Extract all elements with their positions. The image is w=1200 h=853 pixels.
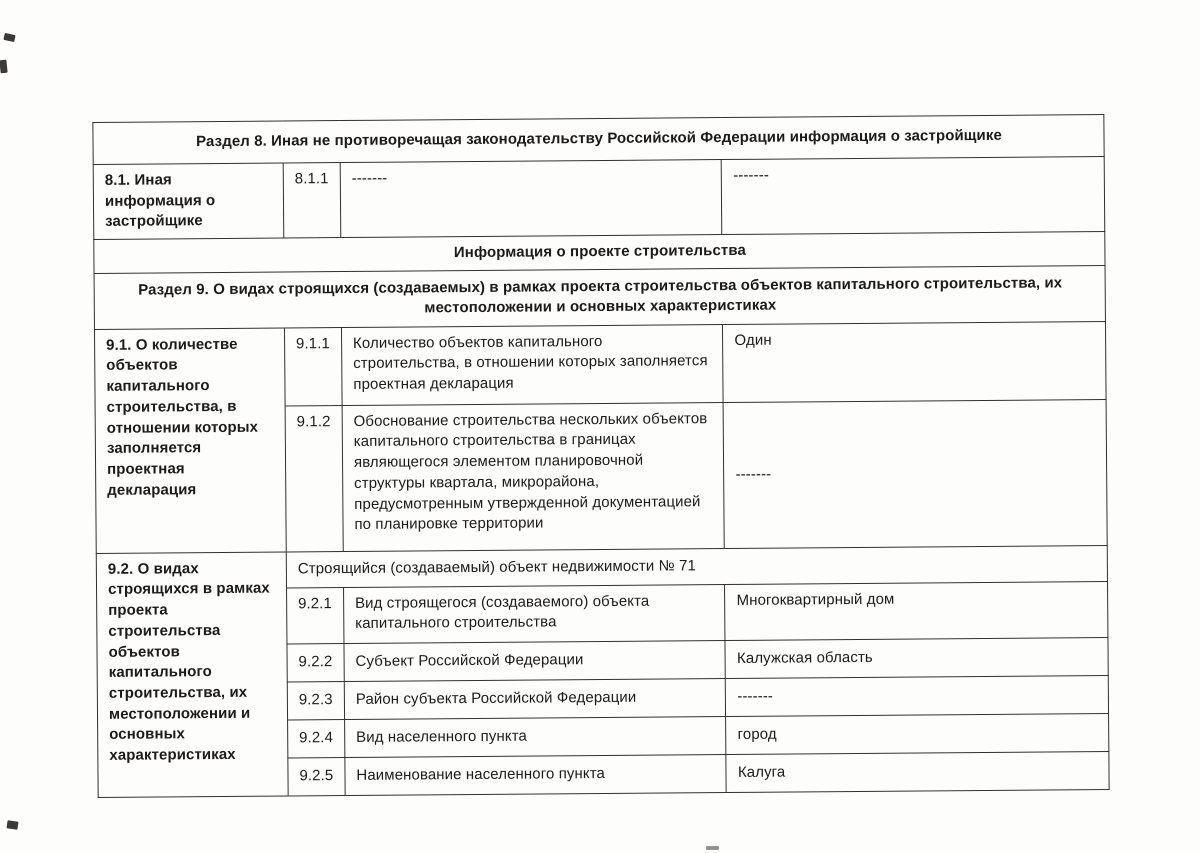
table-row (94, 265, 1105, 329)
category-cell-8-1: 8.1. Иная информация о застройщике (93, 163, 283, 240)
value-cell: Многоквартирный дом (725, 581, 1108, 640)
item-number-cell: 9.1.2 (285, 405, 343, 551)
value-cell: ------- (722, 157, 1105, 235)
project-declaration-table (92, 114, 1109, 798)
table-row (94, 321, 1106, 407)
category-cell-9-1: 9.1. О количестве объектов капитального строительства, в отношении которых заполняется проектная декларация (94, 328, 286, 553)
value-cell: Калужская область (725, 637, 1108, 678)
description-cell: ------- (340, 160, 722, 238)
item-number-cell: 9.2.1 (286, 587, 343, 643)
description-cell: Вид населенного пункта (344, 716, 726, 757)
table-row (93, 157, 1105, 240)
description-cell: Обоснование строительства нескольких объектов капитального строительства в границах являющегося элементом планировочной структуры квартала, микрорайона, предусмотренным утвержденной документацией по планировке территории (342, 402, 725, 551)
description-cell: Вид строящегося (создаваемого) объекта капитального строительства (343, 584, 725, 643)
section8-header: Раздел 8. Иная не противоречащая законодательству Российской Федерации информация о застройщике (93, 115, 1104, 165)
scan-artifact (6, 820, 18, 829)
object-header-cell: Строящийся (создаваемый) объект недвижимости № 71 (286, 545, 1107, 587)
item-number-cell: 9.1.1 (284, 327, 342, 405)
value-cell: город (726, 713, 1109, 754)
item-number-cell: 9.2.2 (287, 643, 344, 681)
project-info-header: Информация о проекте строительства (94, 232, 1105, 274)
value-cell: ------- (724, 399, 1108, 548)
item-number-cell: 9.2.4 (287, 719, 344, 757)
item-number-cell: 9.2.5 (288, 757, 345, 795)
description-cell: Субъект Российской Федерации (344, 640, 726, 681)
value-cell: ------- (726, 675, 1109, 716)
scan-artifact (0, 60, 8, 74)
item-number-cell: 9.2.3 (287, 681, 344, 719)
section9-header: Раздел 9. О видах строящихся (создаваемых) в рамках проекта строительства объектов капитального строительства, их местоположении и основных характеристиках (94, 265, 1105, 329)
scan-artifact (3, 33, 15, 42)
value-cell: Один (723, 321, 1106, 402)
description-cell: Наименование населенного пункта (345, 754, 727, 795)
category-cell-9-2: 9.2. О видах строящихся в рамках проекта строительства объектов капитального строительства, их местоположении и основных характеристиках (96, 552, 288, 797)
scan-artifact (706, 846, 719, 850)
value-cell: Калуга (726, 751, 1109, 792)
description-cell: Район субъекта Российской Федерации (344, 678, 726, 719)
description-cell: Количество объектов капитального строительства, в отношении которых заполняется проектная декларация (341, 324, 723, 405)
item-number-cell: 8.1.1 (283, 163, 341, 239)
